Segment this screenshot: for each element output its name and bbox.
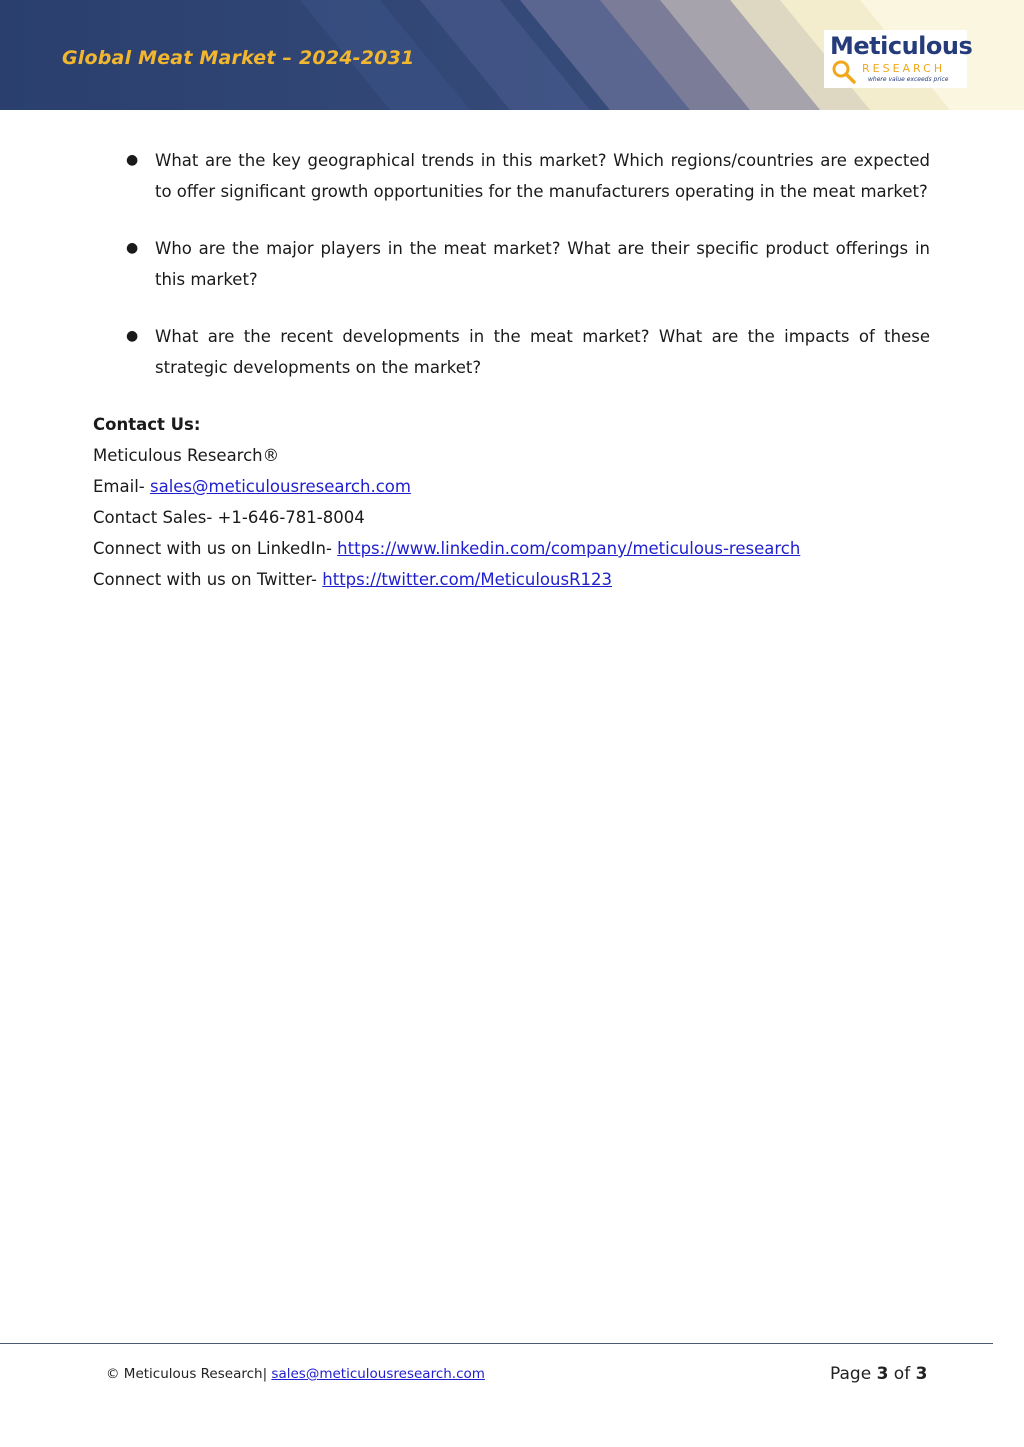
question-text: Who are the major players in the meat market? What are their specific product offerings in this market? (155, 239, 930, 289)
linkedin-row (93, 533, 930, 564)
page-total: 3 (915, 1364, 928, 1384)
page-header (0, 0, 1024, 110)
email-row (93, 471, 930, 502)
page-content (93, 145, 930, 595)
copyright-text: © Meticulous Research| (106, 1366, 272, 1382)
twitter-row (93, 564, 930, 595)
company-name: Meticulous Research® (93, 446, 280, 465)
bullet-icon: ● (126, 152, 139, 168)
linkedin-link[interactable]: https://www.linkedin.com/company/meticulous-research (337, 539, 801, 558)
question-text: What are the recent developments in the meat market? What are the impacts of these strategic developments on the market? (155, 327, 930, 377)
bullet-icon: ● (126, 328, 139, 344)
meticulous-research-logo (824, 30, 973, 88)
email-link[interactable]: sales@meticulousresearch.com (149, 477, 411, 496)
twitter-label: Connect with us on Twitter- (93, 570, 323, 589)
twitter-link[interactable]: https://twitter.com/MeticulousR123 (322, 570, 613, 589)
contact-section (93, 409, 930, 595)
key-questions-list (93, 145, 930, 383)
logo-name: Meticulous (830, 32, 973, 60)
page-current: 3 (876, 1364, 889, 1384)
page-word: Page (830, 1364, 877, 1384)
list-item (93, 233, 930, 295)
list-item (93, 321, 930, 383)
report-title: Global Meat Market – 2024-2031 (62, 47, 415, 69)
list-item (93, 145, 930, 207)
page-of: of (888, 1364, 916, 1384)
logo-tagline: where value exceeds price (868, 76, 949, 83)
linkedin-label: Connect with us on LinkedIn- (93, 539, 338, 558)
footer-email-link[interactable]: sales@meticulousresearch.com (271, 1366, 485, 1382)
magnifier-icon (829, 60, 859, 86)
footer-copyright (106, 1366, 485, 1382)
sales-phone: Contact Sales- +1-646-781-8004 (93, 508, 365, 527)
logo-subtitle: RESEARCH (862, 62, 946, 75)
bullet-icon: ● (126, 240, 139, 256)
email-label: Email- (93, 477, 150, 496)
page-number (830, 1364, 927, 1384)
contact-heading: Contact Us: (93, 415, 201, 434)
footer-divider (0, 1343, 993, 1344)
question-text: What are the key geographical trends in this market? Which regions/countries are expected to offer significant growth opportunities for the manufacturers operating in the meat market? (155, 151, 930, 201)
